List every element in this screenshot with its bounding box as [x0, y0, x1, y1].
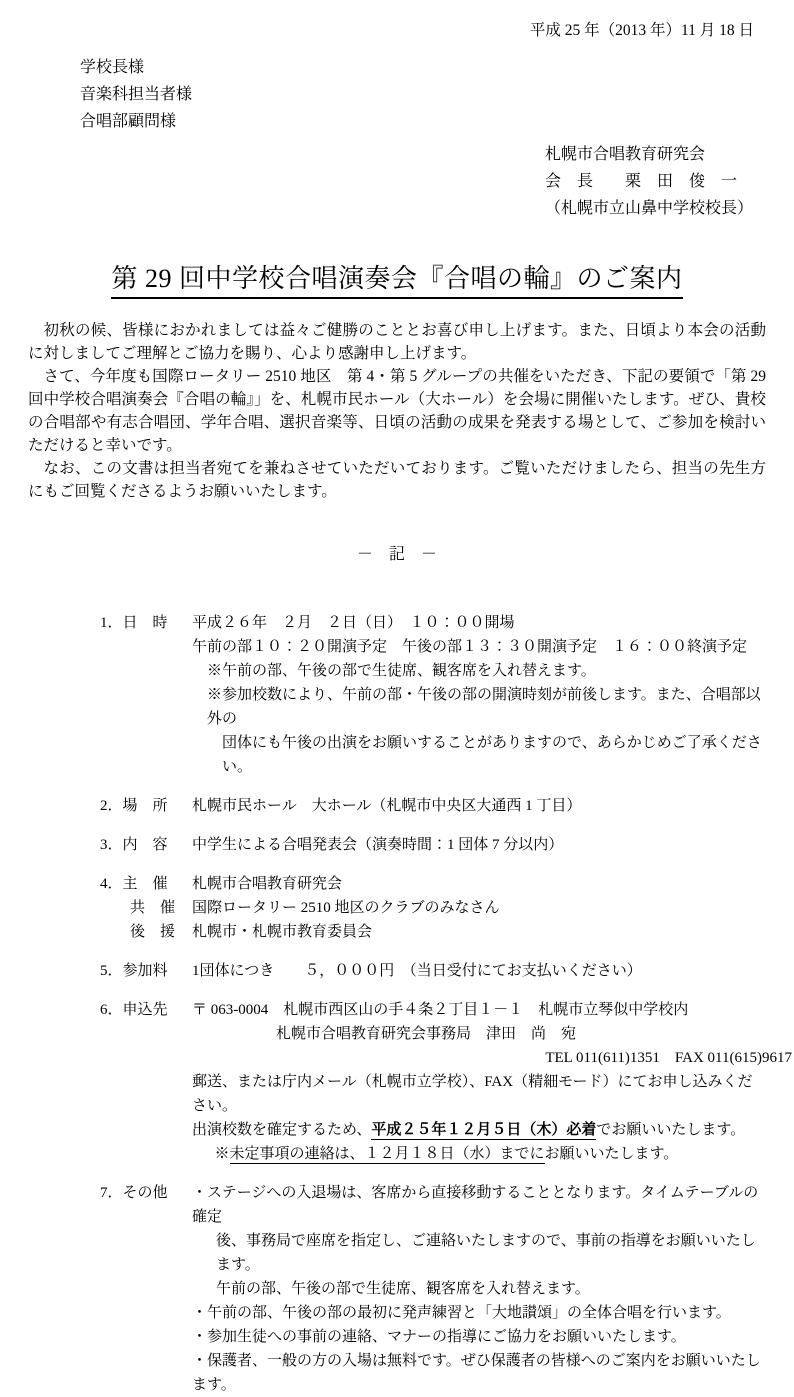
document-date: 平成 25 年（2013 年）11 月 18 日 — [529, 22, 754, 39]
item-content — [100, 833, 766, 857]
recipient-music-teacher: 音楽科担当者様 — [80, 86, 193, 103]
item-organizer — [100, 872, 766, 896]
supporter-text: 札幌市・札幌市教育委員会 — [192, 924, 373, 940]
item-label: 共 催 — [100, 900, 176, 916]
item-label: 後 援 — [100, 924, 176, 940]
recipient-block — [80, 54, 766, 135]
content-text: 中学生による合唱発表会（演奏時間：1 団体 7 分以内） — [192, 837, 564, 853]
other-bullet2: ・午前の部、午後の部の最初に発声練習と「大地讃頌」の全体合唱を行います。 — [192, 1305, 731, 1321]
recipient-principal: 学校長様 — [80, 59, 145, 76]
page-title: 第 29 回中学校合唱演奏会『合唱の輪』のご案内 — [111, 258, 682, 299]
item-label: 3．内 容 — [100, 837, 168, 853]
title-wrap — [28, 258, 766, 299]
item-other — [100, 1181, 766, 1397]
fee-text: 1団体につき ５，０００円 （当日受付にてお支払いください） — [192, 963, 642, 979]
time-change-note-line2: 団体にも午後の出演をお願いすることがありますので、あらかじめご了承ください。 — [222, 735, 762, 775]
item-fee — [100, 959, 766, 983]
paragraph-announcement: さて、今年度も国際ロータリー 2510 地区 第 4・第 5 グループの共催をいただき、下記の要領で「第 29 回中学校合唱演奏会『合唱の輪』」を、札幌市民ホール（大ホール）を会場に開催いたします。ぜひ、貴校の合唱部や有志合唱団、学年合唱、選択音楽等、日頃の活動の成果を発表する場として、ご参加を検討いただけると幸いです。 — [28, 368, 766, 454]
deadline-post-text: でお願いいたします。 — [596, 1122, 746, 1138]
recipient-choir-advisor: 合唱部顧問様 — [80, 113, 177, 130]
sender-president: 会 長 栗 田 俊 一 — [545, 173, 738, 190]
memo-marker: － 記 － — [356, 546, 437, 563]
other-bullet3: ・参加生徒への事前の連絡、マナーの指導にご協力をお願いいたします。 — [192, 1329, 686, 1345]
item-label: 1．日 時 — [100, 615, 168, 631]
deadline-pre-text: 出演校数を確定するため、 — [192, 1122, 372, 1138]
item-label: 4．主 催 — [100, 876, 168, 892]
body-paragraphs — [28, 319, 766, 503]
pending-note-post: お願いいたします。 — [544, 1146, 679, 1162]
other-bullet1-line3: 午前の部、午後の部で生徒席、観客席を入れ替えます。 — [216, 1281, 590, 1297]
other-bullet4: ・保護者、一般の方の入場は無料です。ぜひ保護者の皆様へのご案内をお願いいたします。 — [192, 1353, 761, 1393]
item-date-time — [100, 611, 766, 779]
item-list — [28, 611, 792, 1397]
other-bullet1-line2: 後、事務局で座席を指定し、ご連絡いたしますので、事前の指導をお願いいたします。 — [216, 1233, 756, 1273]
item-application — [100, 998, 792, 1166]
item-supporter — [100, 920, 766, 944]
item-label: 5．参加料 — [100, 963, 168, 979]
item-label: 7．その他 — [100, 1185, 168, 1201]
other-bullet1-line1: ・ステージへの入退場は、客席から直接移動することとなります。タイムテーブルの確定 — [192, 1185, 759, 1225]
deadline-line — [192, 1118, 766, 1142]
co-organizer-text: 国際ロータリー 2510 地区のクラブのみなさん — [192, 900, 500, 916]
venue-text: 札幌市民ホール 大ホール（札幌市中央区大通西 1 丁目） — [192, 798, 582, 814]
event-date-line: 平成２６年 ２月 ２日（日） １０：００開場 — [192, 615, 515, 631]
note-prefix: ※ — [214, 1146, 230, 1162]
item-venue — [100, 794, 766, 818]
time-change-note-line1: ※参加校数により、午前の部・午後の部の開演時刻が前後します。また、合唱部以外の — [207, 687, 761, 727]
pending-note-underline: 未定事項の連絡は、１２月１８日（水）までに — [229, 1146, 545, 1162]
sender-president-affiliation: （札幌市立山鼻中学校校長） — [545, 200, 754, 217]
application-method-line: 郵送、または庁内メール（札幌市立学校）、FAX（精細モード）にてお申し込みください。 — [192, 1074, 753, 1114]
item-label: 6．申込先 — [100, 1002, 168, 1018]
item-body — [192, 611, 766, 779]
application-address-line1: 〒 063-0004 札幌市西区山の手４条２丁目１－１ 札幌市立琴似中学校内 — [192, 1002, 689, 1018]
event-schedule-line: 午前の部１０：２０開演予定 午後の部１３：３０開演予定 １６：００終演予定 — [192, 639, 748, 655]
tel-fax-line: TEL 011(611)1351 FAX 011(615)9617 — [545, 1050, 792, 1066]
paragraph-circulation-request: なお、この文書は担当者宛てを兼ねさせていただいております。ご覧いただけましたら、担当の先生方にもご回覧くださるようお願いいたします。 — [28, 460, 766, 500]
pending-items-note — [192, 1142, 766, 1166]
item-label: 2．場 所 — [100, 798, 168, 814]
seat-swap-note: ※午前の部、午後の部で生徒席、観客席を入れ替えます。 — [207, 663, 596, 679]
item-body — [192, 998, 792, 1166]
item-body — [192, 1181, 766, 1397]
paragraph-greeting: 初秋の候、皆様におかれましては益々ご健勝のこととお喜び申し上げます。また、日頃より本会の活動に対しましてご理解とご協力を賜り、心より感謝申し上げます。 — [28, 322, 766, 362]
item-co-organizer — [100, 896, 766, 920]
application-address-line2: 札幌市合唱教育研究会事務局 津田 尚 宛 — [276, 1026, 577, 1042]
sender-block — [28, 141, 766, 222]
deadline-emphasis: 平成２５年１２月５日（木）必着 — [371, 1122, 597, 1138]
organizer-text: 札幌市合唱教育研究会 — [192, 876, 343, 892]
sender-organization: 札幌市合唱教育研究会 — [545, 146, 706, 163]
